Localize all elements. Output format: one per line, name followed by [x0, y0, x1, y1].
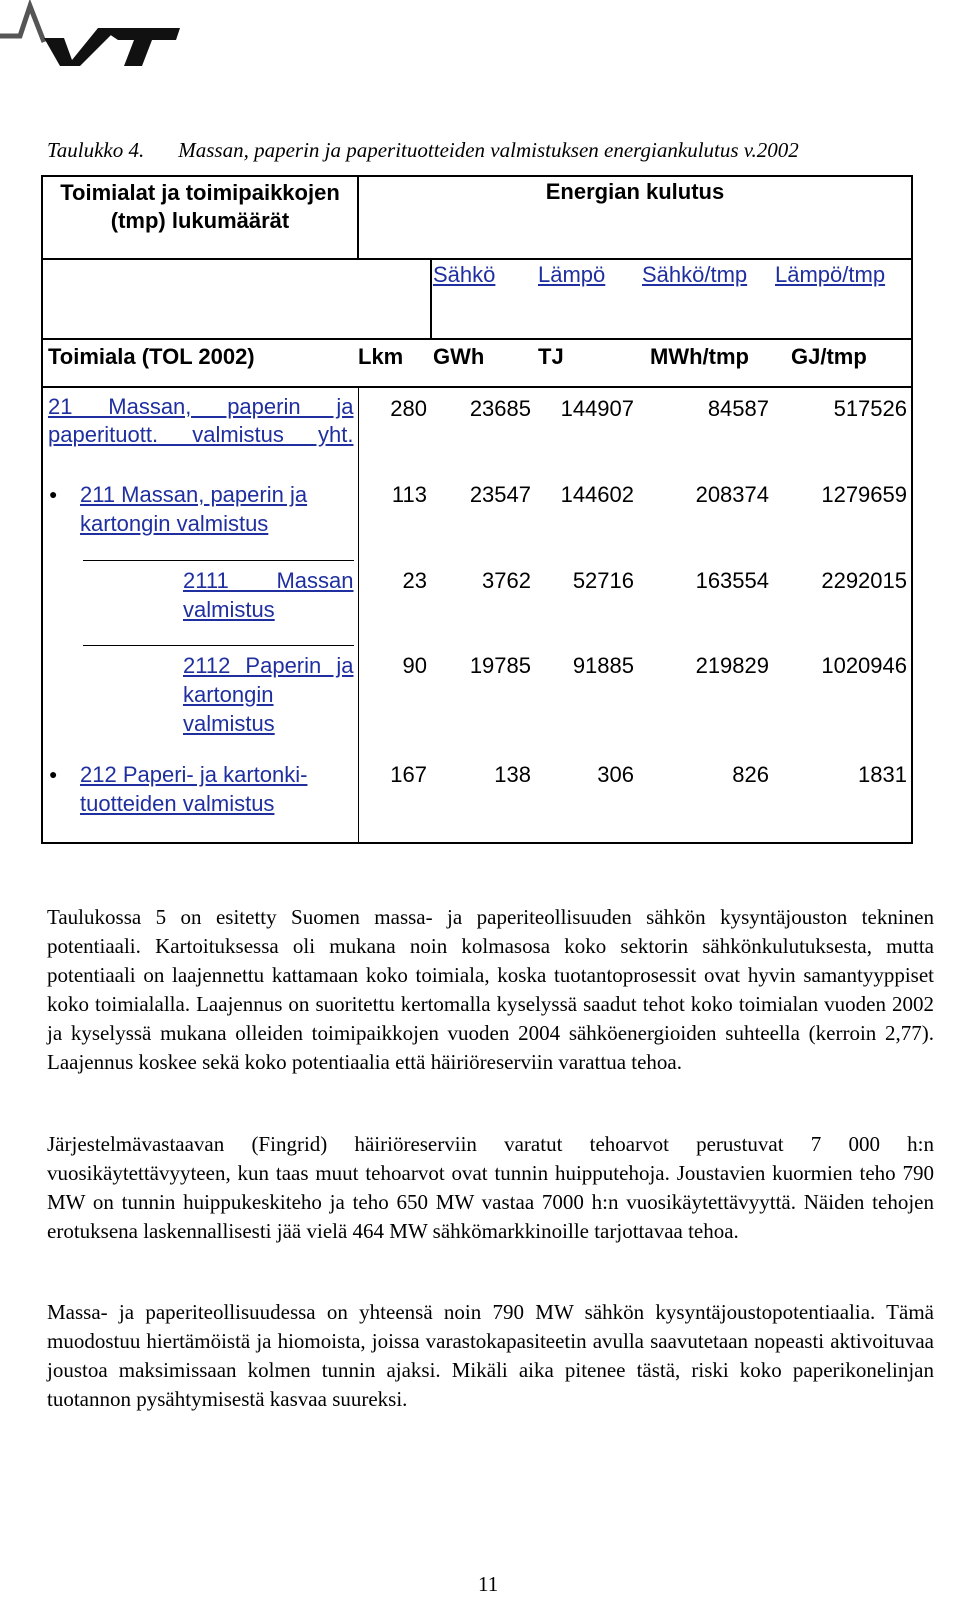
- bullet-icon: ●: [49, 766, 58, 782]
- cell-gwh: 3762: [482, 568, 531, 593]
- row-label: 21 Massan, paperin ja paperituott. valmistus yht.: [48, 394, 354, 447]
- paragraph-1: Taulukossa 5 on esitetty Suomen massa- ja paperiteollisuuden sähkön kysyntäjouston tekninen potentiaali. Kartoituksessa oli mukana noin kolmasosa koko sektorin sähkönkulutuksesta, mutta potentiaali on laajennettu kattamaan koko toimiala, koska tuotantoprosessit ovat hyvin samantyyppiset koko toimialalla. Laajennus on suoritettu kertomalla kyselyssä saadut tehot koko toimialan vuoden 2002 ja kyselyssä mukana olleiden toimipaikkojen vuoden 2004 sähköenergioiden suhteella (kerroin 2,77). Laajennus koskee sekä koko potentiaalia että häiriöreserviin varattua tehoa.: [47, 905, 934, 1074]
- units-toimiala: Toimiala (TOL 2002): [42, 339, 358, 387]
- units-lkm: Lkm: [358, 344, 404, 369]
- row-label: 211 Massan, paperin ja kartongin valmistus: [80, 482, 308, 536]
- table-row: [42, 387, 912, 474]
- cell-mwh-tmp: 208374: [695, 482, 769, 507]
- header-right: Energian kulutus: [358, 176, 912, 259]
- cell-tj: 144602: [560, 482, 634, 507]
- caption-label: Taulukko 4.: [47, 138, 145, 162]
- subheader-sahko-tmp: Sähkö/tmp: [638, 259, 773, 339]
- table-caption: [47, 138, 799, 163]
- cell-lkm: 90: [402, 653, 427, 678]
- cell-lkm: 113: [391, 482, 427, 507]
- page-number: 11: [478, 1572, 499, 1596]
- cell-gwh: 23547: [469, 482, 531, 507]
- paragraph-2: Järjestelmävastaavan (Fingrid) häiriöreserviin varatut tehoarvot perustuvat 7 000 h:n vuosikäytettävyyteen, kun taas muut tehoarvot ovat tunnin huipputehoja. Joustavien kuormien teho 790 MW on tunnin huippukeskiteho ja teho 650 MW vastaa 7000 h:n vuosikäytettävyyttä. Näiden tehojen erotuksena laskennallisesti jää vielä 464 MW sähkömarkkinoille tarjottavaa tehoa.: [47, 1132, 934, 1243]
- cell-mwh-tmp: 219829: [695, 653, 769, 678]
- cell-mwh-tmp: 826: [638, 754, 773, 843]
- cell-tj: 91885: [572, 653, 634, 678]
- cell-gj-tmp: 1831: [773, 754, 912, 843]
- table-row: [42, 754, 912, 843]
- cell-lkm: 167: [358, 754, 431, 843]
- header-left: Toimialat ja toimipaikkojen (tmp) lukumäärät: [42, 176, 358, 259]
- row-label: 2111 Massan valmistus: [183, 568, 354, 622]
- cell-gj-tmp: 2292015: [773, 560, 912, 645]
- cell-tj: 144907: [535, 387, 638, 474]
- caption-title: Massan, paperin ja paperituotteiden valmistuksen energiankulutus v.2002: [178, 138, 799, 162]
- paragraph-3: Massa- ja paperiteollisuudessa on yhteensä noin 790 MW sähkön kysyntäjoustopotentiaalia. Tämä muodostuu hiertämöistä ja hiomoista, joissa varastokapasiteetin avulla saavutetaan nopeasti aktivoituvaa joustoa maksimissaan kolmen tunnin ajaksi. Mikäli aika pitenee tästä, riski koko paperikonelinjan tuotannon pysähtymisestä kasvaa suureksi.: [47, 1300, 934, 1411]
- cell-gj-tmp: 517526: [773, 387, 912, 474]
- cell-gwh: 138: [431, 754, 535, 843]
- units-tj: TJ: [538, 344, 564, 369]
- cell-tj: 306: [535, 754, 638, 843]
- cell-lkm: 23: [402, 568, 427, 593]
- units-mwh-tmp: MWh/tmp: [650, 344, 749, 369]
- bullet-icon: ●: [49, 486, 58, 502]
- table-row: [42, 474, 912, 560]
- cell-gj-tmp: 1020946: [773, 645, 912, 754]
- subheader-sahko: Sähkö: [431, 259, 535, 339]
- cell-mwh-tmp: 84587: [638, 387, 773, 474]
- vtt-logo-icon: [0, 0, 185, 70]
- units-gj-tmp: GJ/tmp: [773, 339, 912, 387]
- subheader-blank: [42, 259, 431, 339]
- cell-gwh: 23685: [431, 387, 535, 474]
- table-row: [42, 560, 912, 645]
- table-row: [42, 645, 912, 754]
- row-label: 212 Paperi- ja kartonki-tuotteiden valmistus: [80, 762, 308, 816]
- cell-tj: 52716: [572, 568, 634, 593]
- row-label: 2112 Paperin ja kartongin valmistus: [183, 653, 354, 736]
- subheader-lampo-tmp: Lämpö/tmp: [773, 259, 912, 339]
- cell-lkm: 280: [358, 387, 431, 474]
- units-gwh: GWh: [433, 344, 485, 369]
- cell-gj-tmp: 1279659: [773, 474, 912, 560]
- cell-gwh: 19785: [469, 653, 531, 678]
- energy-table: [41, 175, 913, 844]
- subheader-lampo: Lämpö: [535, 259, 638, 339]
- cell-mwh-tmp: 163554: [695, 568, 769, 593]
